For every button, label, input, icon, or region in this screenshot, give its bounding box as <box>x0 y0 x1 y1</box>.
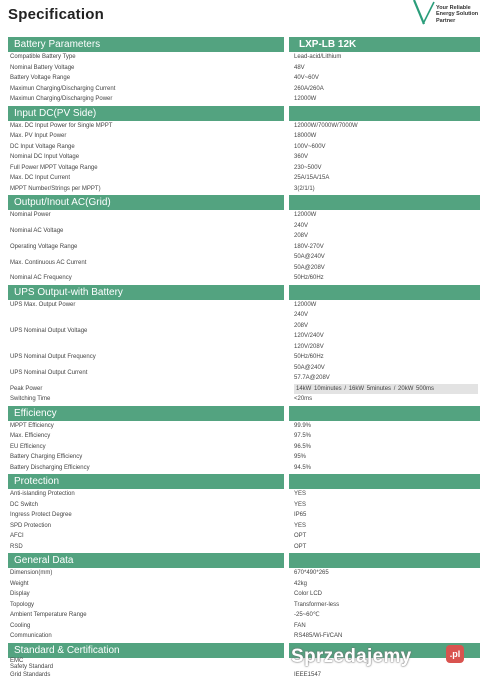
spec-value: 50A@240V <box>294 364 325 371</box>
spec-value: 95% <box>294 454 307 460</box>
section-header <box>8 285 480 300</box>
spec-row <box>8 384 480 395</box>
spec-value: 14kW 10minutes / 16kW 5minutes / 20kW 500ms <box>294 384 478 395</box>
spec-row <box>8 542 480 553</box>
spec-row <box>8 631 480 642</box>
spec-value: 50A@240V <box>294 254 325 260</box>
spec-value: 40V~60V <box>294 75 319 81</box>
spec-row <box>8 531 480 542</box>
spec-value: 96.5% <box>294 443 312 450</box>
section-model <box>289 474 480 489</box>
spec-row <box>8 589 480 600</box>
section-header <box>8 37 480 52</box>
spec-row <box>8 521 480 532</box>
spec-row <box>8 394 480 405</box>
spec-value-cell <box>294 252 480 273</box>
spec-label: Max. Efficiency <box>10 433 51 440</box>
spec-row <box>8 52 480 63</box>
spec-row <box>8 73 480 84</box>
spec-label: Communication <box>10 633 52 640</box>
spec-value-cell <box>294 621 480 632</box>
spec-sheet <box>8 36 480 680</box>
spec-value-cell <box>294 273 480 284</box>
spec-label: Nominal DC Input Voltage <box>10 154 80 161</box>
spec-label: UPS Nominal Output Current <box>10 370 88 376</box>
spec-row <box>8 84 480 95</box>
brand-tagline-line: Energy Solution <box>436 11 479 18</box>
section-header <box>8 195 480 210</box>
spec-value-cell <box>294 363 480 384</box>
spec-value: YES <box>294 501 307 508</box>
page-title: Specification <box>8 6 104 23</box>
spec-value: 240V <box>294 222 309 229</box>
spec-label: RSD <box>10 543 23 550</box>
spec-row <box>8 121 480 132</box>
spec-value: Transformer-less <box>294 601 340 608</box>
spec-label: DC Switch <box>10 501 39 508</box>
spec-value-cell <box>294 310 480 352</box>
spec-value: 230~500V <box>294 164 322 171</box>
spec-value: 50Hz/60Hz <box>294 354 324 360</box>
spec-row <box>8 142 480 153</box>
spec-label: Operating Voltage Range <box>10 243 78 250</box>
spec-label: Grid Standards <box>10 671 51 678</box>
spec-label: Maximun Charging/Discharging Current <box>10 85 116 92</box>
spec-value-cell <box>294 510 480 521</box>
spec-label: DC Input Voltage Range <box>10 143 75 150</box>
spec-row <box>8 421 480 432</box>
spec-value: RS485/Wi-Fi/CAN <box>294 633 343 639</box>
spec-value: 12000W/7000W/7000W <box>294 122 358 129</box>
brand-logo-icon <box>410 0 436 28</box>
spec-value: 208V <box>294 233 309 239</box>
section-model <box>289 553 480 568</box>
spec-value: 180V-270V <box>294 243 324 250</box>
section-header <box>8 553 480 568</box>
spec-value-cell <box>294 579 480 590</box>
spec-row <box>8 221 480 242</box>
spec-row <box>8 173 480 184</box>
spec-value: 360V <box>294 154 309 160</box>
spec-label: Max. PV Input Power <box>10 133 67 140</box>
spec-value-cell <box>294 300 480 311</box>
spec-value-cell <box>294 52 480 63</box>
section-model <box>289 106 480 121</box>
spec-label: Compatible Battery Type <box>10 54 76 61</box>
spec-row <box>8 184 480 195</box>
spec-value-cell <box>294 394 480 405</box>
spec-value: 120V/208V <box>294 343 324 350</box>
section-title: Output/Inout AC(Grid) <box>8 195 284 210</box>
spec-row <box>8 500 480 511</box>
spec-value-cell <box>294 121 480 132</box>
spec-label: MPPT Efficiency <box>10 422 54 429</box>
spec-label: Battery Voltage Range <box>10 75 71 82</box>
spec-value-cell <box>294 521 480 532</box>
brand-tagline-line: Your Reliable <box>436 5 471 11</box>
spec-row <box>8 568 480 579</box>
spec-value: 94.5% <box>294 464 312 471</box>
spec-row <box>8 210 480 221</box>
spec-value: 240V <box>294 312 309 318</box>
spec-value: -25~60℃ <box>294 612 320 618</box>
spec-label: Nominal Power <box>10 212 51 219</box>
section-title: UPS Output-with Battery <box>8 285 284 300</box>
section-model: LXP-LB 12K <box>289 37 480 52</box>
spec-label: Nominal AC Frequency <box>10 275 72 282</box>
spec-value: 50A@208V <box>294 264 325 271</box>
spec-label: Ingress Protect Degree <box>10 512 72 519</box>
spec-row <box>8 63 480 74</box>
section-header <box>8 406 480 421</box>
spec-value: IP65 <box>294 512 307 518</box>
spec-value-cell <box>294 242 480 253</box>
spec-label: Peak Power <box>10 385 43 392</box>
spec-label: UPS Max. Output Power <box>10 301 76 308</box>
spec-value: <20ms <box>294 396 313 402</box>
spec-label: EU Efficiency <box>10 443 46 450</box>
spec-row <box>8 452 480 463</box>
spec-value: YES <box>294 491 307 497</box>
spec-value-cell <box>294 73 480 84</box>
spec-value-cell <box>294 421 480 432</box>
spec-row <box>8 242 480 253</box>
spec-value: 12000W <box>294 301 317 308</box>
spec-row <box>8 300 480 311</box>
spec-label: SPD Protection <box>10 522 52 529</box>
spec-value: OPT <box>294 543 307 550</box>
section-model <box>289 406 480 421</box>
spec-row <box>8 310 480 352</box>
spec-label: UPS Nominal Output Frequency <box>10 354 96 361</box>
section-header <box>8 106 480 121</box>
section-title: General Data <box>8 553 284 568</box>
spec-value: 260A/260A <box>294 85 324 92</box>
spec-label: MPPT Number/Strings per MPPT) <box>10 185 101 192</box>
section-title: Protection <box>8 474 284 489</box>
spec-value: 12000W <box>294 96 317 102</box>
section-header <box>8 474 480 489</box>
spec-value-cell <box>294 431 480 442</box>
spec-label: Full Power MPPT Voltage Range <box>10 164 98 171</box>
spec-label: Max. Continuous AC Current <box>10 259 87 266</box>
spec-label: Display <box>10 591 30 598</box>
spec-value-cell <box>294 568 480 579</box>
spec-value-cell <box>294 152 480 163</box>
spec-value-cell <box>294 500 480 511</box>
spec-value-cell <box>294 670 480 681</box>
spec-value: 12000W <box>294 212 317 218</box>
spec-value: Lead-acid/Lithium <box>294 54 342 60</box>
spec-value-cell <box>294 489 480 500</box>
watermark-badge: .pl <box>446 645 464 663</box>
spec-row <box>8 600 480 611</box>
spec-value: 50Hz/60Hz <box>294 275 324 281</box>
spec-value-cell <box>294 463 480 474</box>
spec-value: 670*490*265 <box>294 570 329 576</box>
spec-value-cell <box>294 184 480 195</box>
section-model <box>289 195 480 210</box>
spec-value: 42kg <box>294 580 308 587</box>
spec-row <box>8 363 480 384</box>
section-title: Efficiency <box>8 406 284 421</box>
spec-value-cell <box>294 131 480 142</box>
brand-tagline-line: Partner <box>436 17 456 24</box>
spec-row <box>8 431 480 442</box>
spec-label: Switching Time <box>10 396 51 403</box>
spec-row <box>8 273 480 284</box>
spec-value-cell <box>294 631 480 642</box>
spec-value: 208V <box>294 322 309 329</box>
section-title: Standard & Certification <box>8 643 284 658</box>
spec-row <box>8 670 480 681</box>
watermark-text: Sprzedajemy <box>291 646 412 667</box>
section-title: Input DC(PV Side) <box>8 106 284 121</box>
spec-value: 97.5% <box>294 433 312 439</box>
spec-row <box>8 510 480 521</box>
spec-label: Ambient Temperature Range <box>10 612 87 619</box>
spec-label: Dimension(mm) <box>10 570 53 577</box>
spec-value: 57.7A@208V <box>294 375 330 381</box>
spec-label: Battery Discharging Efficiency <box>10 464 90 471</box>
spec-label: Weight <box>10 580 29 587</box>
spec-value: 25A/15A/15A <box>294 175 330 181</box>
spec-value-cell <box>294 589 480 600</box>
section-title: Battery Parameters <box>8 37 284 52</box>
spec-row <box>8 579 480 590</box>
spec-value-cell <box>294 531 480 542</box>
spec-row <box>8 152 480 163</box>
spec-label: Anti-islanding Protection <box>10 491 75 498</box>
spec-value-cell <box>294 542 480 553</box>
spec-value: Color LCD <box>294 591 323 597</box>
spec-label: Max. DC Input Current <box>10 175 71 182</box>
spec-label: Cooling <box>10 622 31 629</box>
spec-label: Nominal AC Voltage <box>10 228 64 234</box>
spec-label: Nominal Battery Voltage <box>10 64 75 71</box>
spec-value-cell <box>294 63 480 74</box>
spec-row <box>8 621 480 632</box>
spec-label: Battery Charging Efficiency <box>10 454 83 461</box>
spec-label: Maximun Charging/Discharging Power <box>10 96 113 103</box>
spec-value-cell <box>294 452 480 463</box>
spec-row <box>8 463 480 474</box>
spec-value: IEEE1547 <box>294 671 322 678</box>
spec-value-cell <box>294 442 480 453</box>
spec-row <box>8 94 480 105</box>
spec-value: 3(2/1/1) <box>294 185 315 192</box>
spec-value-cell <box>294 142 480 153</box>
spec-value-cell <box>294 221 480 242</box>
spec-row <box>8 252 480 273</box>
spec-value: OPT <box>294 533 307 539</box>
spec-label: EMC <box>10 657 24 664</box>
spec-value-cell <box>294 94 480 105</box>
spec-label: Safety Standard <box>10 663 54 670</box>
spec-row <box>8 163 480 174</box>
spec-value: 120V/240V <box>294 333 324 339</box>
spec-label: Topology <box>10 601 35 608</box>
spec-value: 100V~600V <box>294 143 326 150</box>
spec-value: 48V <box>294 64 305 71</box>
spec-value: FAN <box>294 622 306 629</box>
spec-row <box>8 442 480 453</box>
spec-label: Max. DC Input Power for Single MPPT <box>10 122 113 129</box>
brand-tagline <box>436 5 484 24</box>
spec-row <box>8 489 480 500</box>
spec-value-cell <box>294 173 480 184</box>
spec-value-cell <box>294 600 480 611</box>
spec-value: YES <box>294 522 307 529</box>
spec-value: 18000W <box>294 133 317 139</box>
spec-row <box>8 131 480 142</box>
spec-row <box>8 352 480 363</box>
spec-label: AFCI <box>10 533 24 540</box>
spec-value-cell <box>294 610 480 621</box>
spec-value-cell <box>294 84 480 95</box>
spec-value-cell <box>294 384 480 395</box>
section-model <box>289 285 480 300</box>
spec-value-cell <box>294 163 480 174</box>
spec-value-cell <box>294 352 480 363</box>
spec-label: UPS Nominal Output Voltage <box>10 328 88 334</box>
spec-value-cell <box>294 210 480 221</box>
spec-value: 99.9% <box>294 422 312 429</box>
spec-row <box>8 610 480 621</box>
